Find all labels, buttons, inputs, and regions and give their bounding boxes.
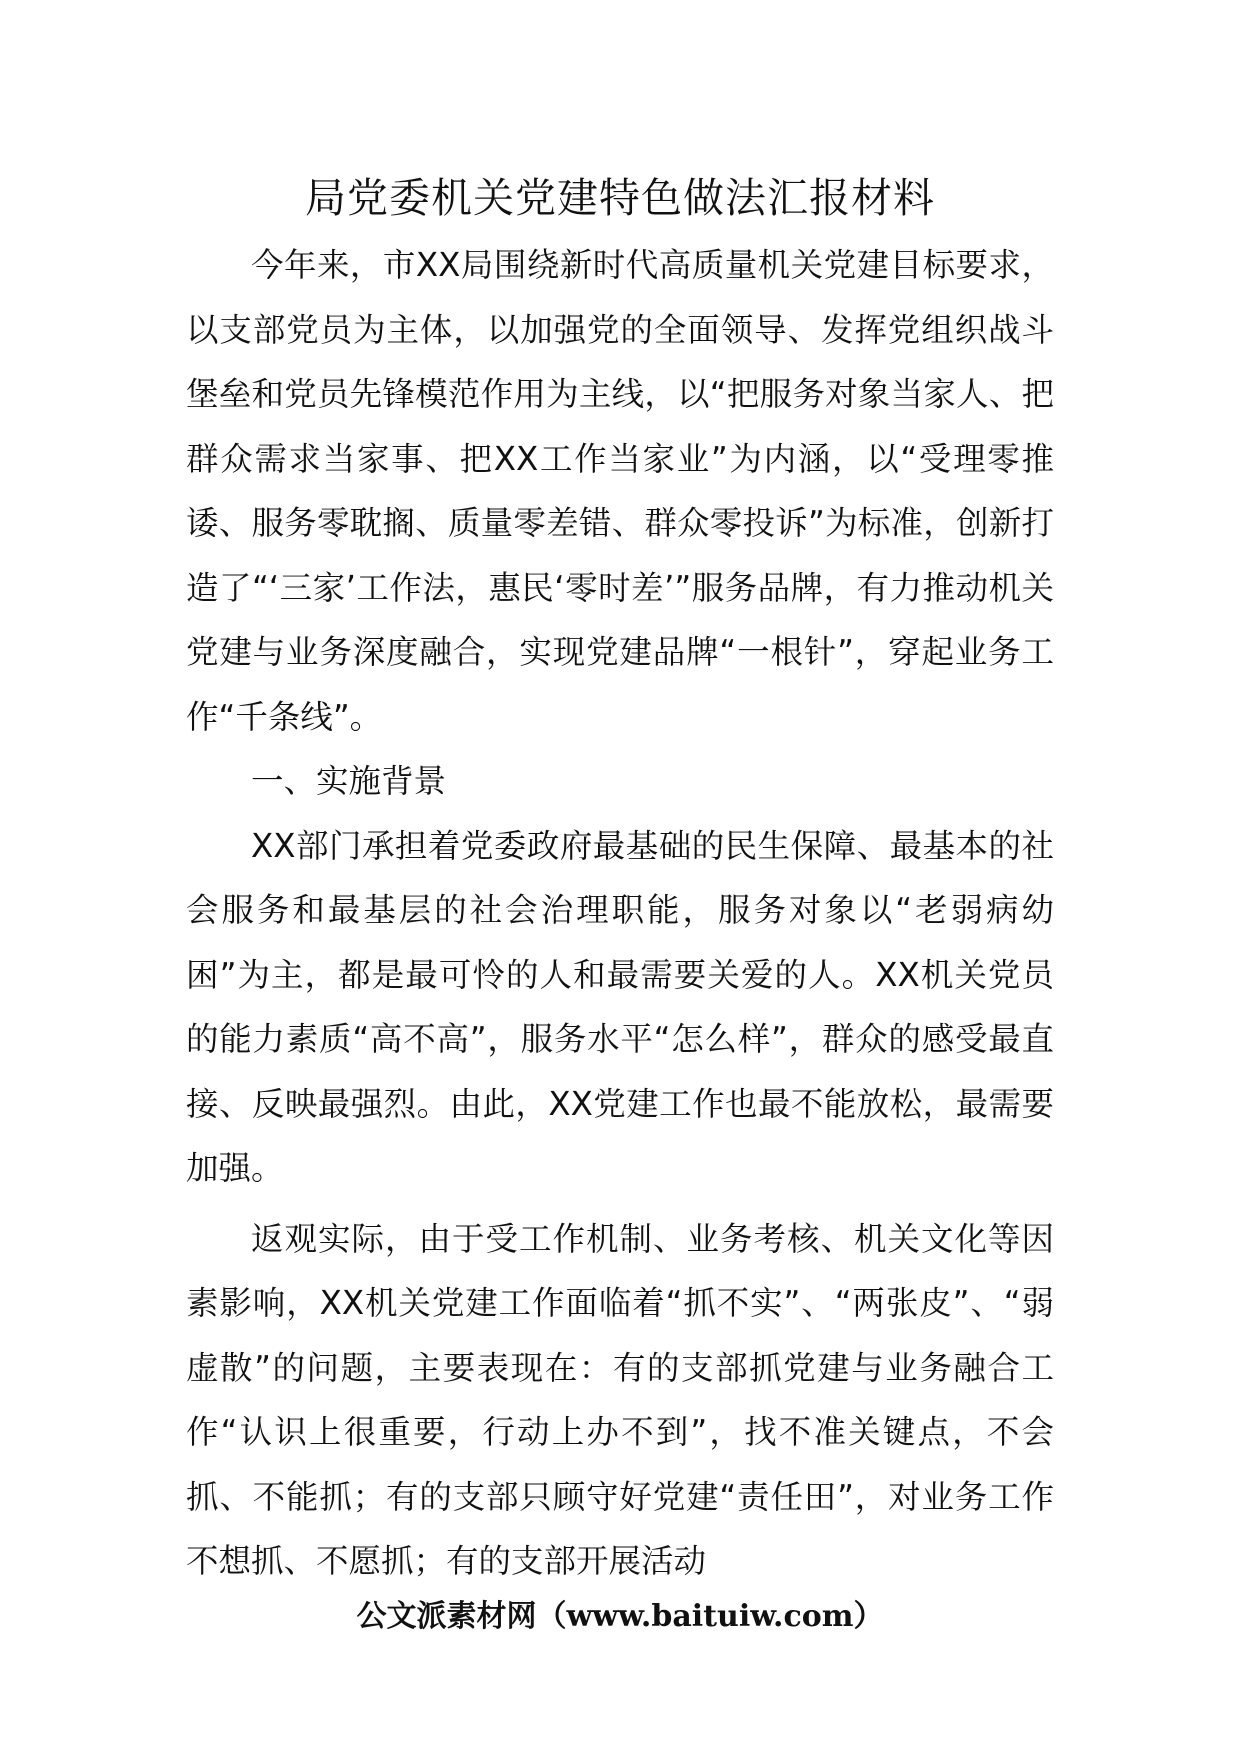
source-footer: 公文派素材网（www.baituiw.com）	[356, 1599, 884, 1634]
paragraph-reality: 返观实际，由于受工作机制、业务考核、机关文化等因素影响，XX机关党建工作面临着“抓不实”、“两张皮”、“弱虚散”的问题，主要表现在：有的支部抓党建与业务融合工作“认识上很重要，行动上办不到”，找不准关键点，不会抓、不能抓；有的支部只顾守好党建“责任田”，对业务工作不想抓、不愿抓；有的支部开展活动	[186, 1219, 1054, 1580]
paragraph-intro: 今年来，市XX局围绕新时代高质量机关党建目标要求，以支部党员为主体，以加强党的全面领导、发挥党组织战斗堡垒和党员先锋模范作用为主线，以“把服务对象当家人、把群众需求当家事、把XX工作当家业”为内涵，以“受理零推诿、服务零耽搁、质量零差错、群众零投诉”为标准，创新打造了“‘三家’工作法，惠民‘零时差’”服务品牌，有力推动机关党建与业务深度融合，实现党建品牌“一根针”，穿起业务工作“千条线”。	[186, 246, 1054, 736]
paragraph-background: XX部门承担着党委政府最基础的民生保障、最基本的社会服务和最基层的社会治理职能，服务对象以“老弱病幼困”为主，都是最可怜的人和最需要关爱的人。XX机关党员的能力素质“高不高”，服务水平“怎么样”，群众的感受最直接、反映最强烈。由此，XX党建工作也最不能放松，最需要加强。	[186, 826, 1054, 1187]
section-heading-background: 一、实施背景	[251, 762, 447, 800]
document-body	[186, 233, 1054, 1594]
document-title: 局党委机关党建特色做法汇报材料	[305, 174, 935, 222]
